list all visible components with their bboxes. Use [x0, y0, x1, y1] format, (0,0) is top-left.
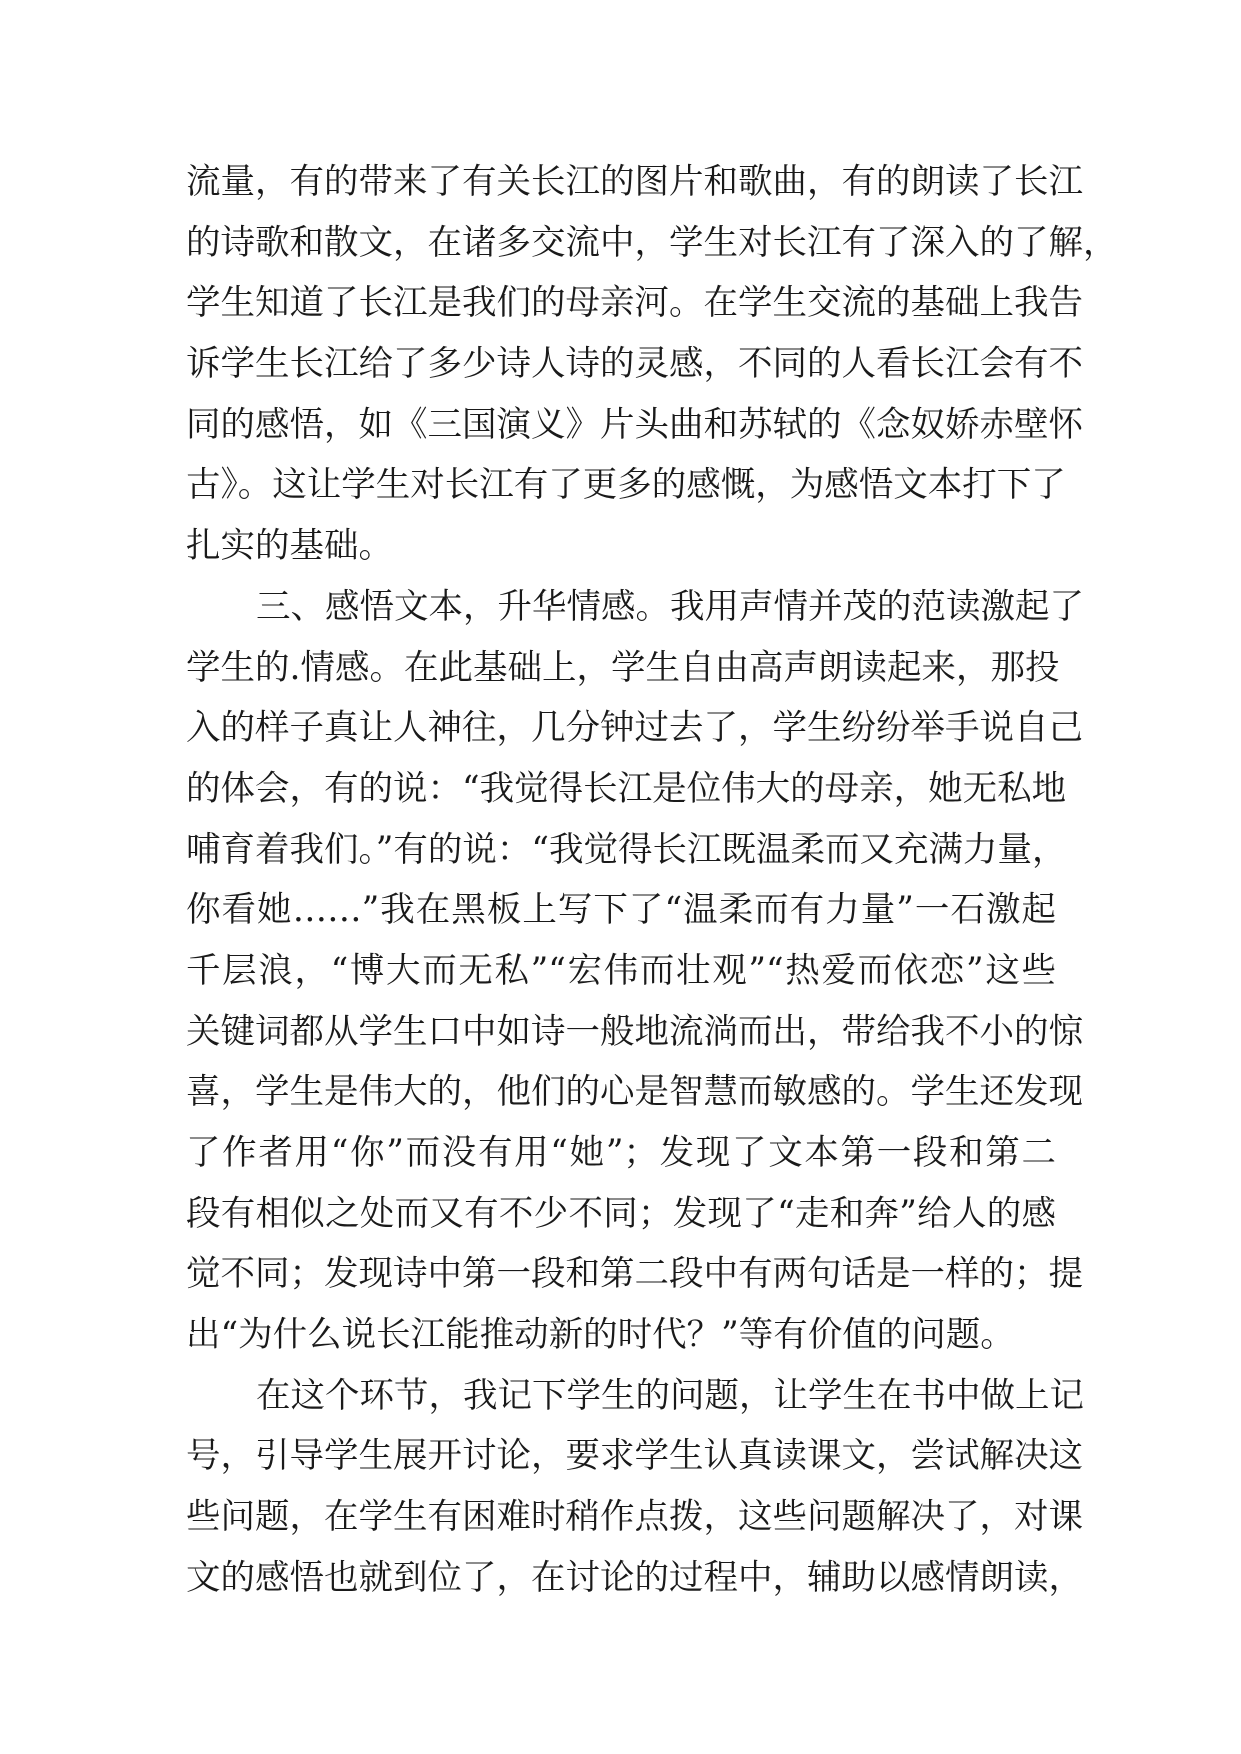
text-line: 的体会，有的说：“我觉得长江是位伟大的母亲，她无私地: [186, 768, 1067, 809]
text-line: 三、感悟文本，升华情感。我用声情并茂的范读激起了: [256, 586, 1084, 627]
text-line: 了作者用“你”而没有用“她”；发现了文本第一段和第二: [186, 1133, 1056, 1173]
text-line: 同的感悟，如《三国演义》片头曲和苏轼的《念奴娇赤壁怀: [186, 404, 1083, 445]
text-line: 哺育着我们。”有的说：“我觉得长江既温柔而又充满力量，: [186, 829, 1067, 870]
text-line: 号，引导学生展开讨论，要求学生认真读课文，尝试解决这: [186, 1436, 1083, 1477]
text-line: 诉学生长江给了多少诗人诗的灵感，不同的人看长江会有不: [186, 344, 1083, 385]
text-line: 关键词都从学生口中如诗一般地流淌而出，带给我不小的惊: [186, 1011, 1083, 1052]
text-line: 觉不同；发现诗中第一段和第二段中有两句话是一样的；提: [186, 1254, 1083, 1295]
text-line: 文的感悟也就到位了，在讨论的过程中，辅助以感情朗读，: [186, 1557, 1083, 1598]
text-line: 千层浪，“博大而无私”“宏伟而壮观”“热爱而依恋”这些: [186, 950, 1056, 991]
text-line: 出“为什么说长江能推动新的时代？”等有价值的问题。: [186, 1315, 1015, 1356]
body-text: [186, 152, 1118, 1609]
text-line: 的诗歌和散文，在诸多交流中，学生对长江有了深入的了解，: [186, 222, 1118, 263]
text-line: 学生知道了长江是我们的母亲河。在学生交流的基础上我告: [186, 283, 1083, 324]
text-line: 段有相似之处而又有不少不同；发现了“走和奔”给人的感: [186, 1193, 1056, 1234]
text-line: 扎实的基础。: [186, 526, 393, 567]
text-line: 流量，有的带来了有关长江的图片和歌曲，有的朗读了长江: [186, 162, 1083, 202]
text-line: 学生的.情感。在此基础上，学生自由高声朗读起来，那投: [186, 647, 1060, 688]
text-line: 古》。这让学生对长江有了更多的感慨，为感悟文本打下了: [186, 465, 1066, 506]
text-line: 喜，学生是伟大的，他们的心是智慧而敏感的。学生还发现: [186, 1072, 1083, 1113]
text-line: 在这个环节，我记下学生的问题，让学生在书中做上记: [256, 1375, 1084, 1416]
text-line: 些问题，在学生有困难时稍作点拨，这些问题解决了，对课: [186, 1497, 1083, 1538]
text-line: 你看她……”我在黑板上写下了“温柔而有力量”一石激起: [186, 890, 1056, 931]
text-line: 入的样子真让人神往，几分钟过去了，学生纷纷举手说自己: [186, 708, 1083, 749]
